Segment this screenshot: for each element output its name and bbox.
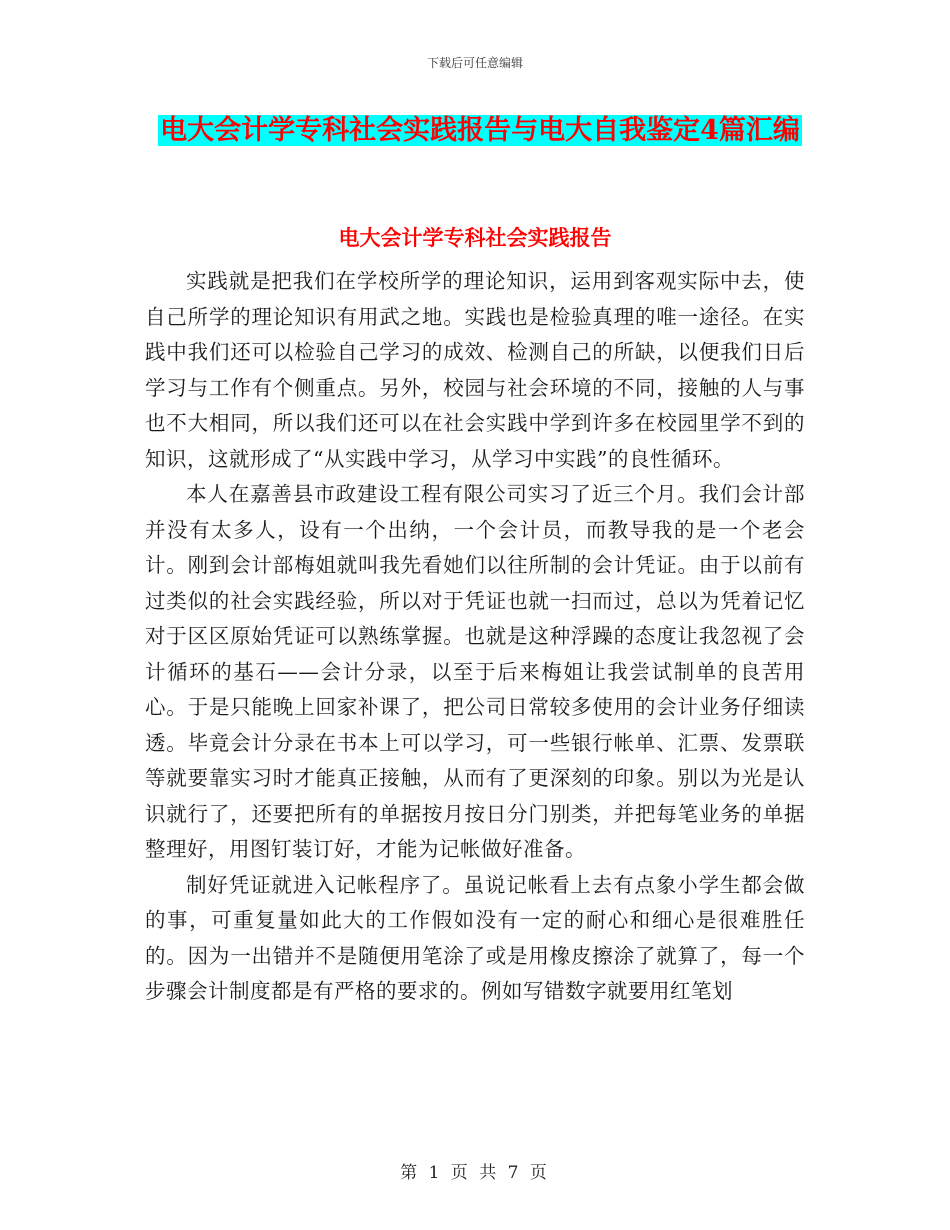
paragraph: 制好凭证就进入记帐程序了。虽说记帐看上去有点象小学生都会做的事，可重复量如此大的工作假如没有一定的耐心和细心是很难胜任的。因为一出错并不是随便用笔涂了或是用橡皮擦涂了就算了，每一个步骤会计制度都是有严格的要求的。例如写错数字就要用红笔划 [145,872,805,1003]
document-title [150,108,810,154]
section-title: 电大会计学专科社会实践报告 [338,225,612,250]
page-header-note: 下载后可任意编辑 [426,56,523,70]
document-title-highlight: 电大会计学专科社会实践报告与电大自我鉴定4篇汇编 [160,115,800,146]
document-body [145,264,805,1010]
page-number-footer: 第 1 页 共 7 页 [400,1163,550,1183]
paragraph: 本人在嘉善县市政建设工程有限公司实习了近三个月。我们会计部并没有太多人，设有一个出纳，一个会计员，而教导我的是一个老会计。刚到会计部梅姐就叫我先看她们以往所制的会计凭证。由于以前有过类似的社会实践经验，所以对于凭证也就一扫而过，总以为凭着记忆对于区区原始凭证可以熟练掌握。也就是这种浮躁的态度让我忽视了会计循环的基石——会计分录，以至于后来梅姐让我尝试制单的良苦用心。于是只能晚上回家补课了，把公司日常较多使用的会计业务仔细读透。毕竟会计分录在书本上可以学习，可一些银行帐单、汇票、发票联等就要靠实习时才能真正接触，从而有了更深刻的印象。别以为光是认识就行了，还要把所有的单据按月按日分门别类，并把每笔业务的单据整理好，用图钉装订好，才能为记帐做好准备。 [145,482,805,861]
paragraph: 实践就是把我们在学校所学的理论知识，运用到客观实际中去，使自己所学的理论知识有用武之地。实践也是检验真理的唯一途径。在实践中我们还可以检验自己学习的成效、检测自己的所缺，以便我们日后学习与工作有个侧重点。另外，校园与社会环境的不同，接触的人与事也不大相同，所以我们还可以在社会实践中学到许多在校园里学不到的知识，这就形成了“从实践中学习，从学习中实践”的良性循环。 [145,269,805,471]
